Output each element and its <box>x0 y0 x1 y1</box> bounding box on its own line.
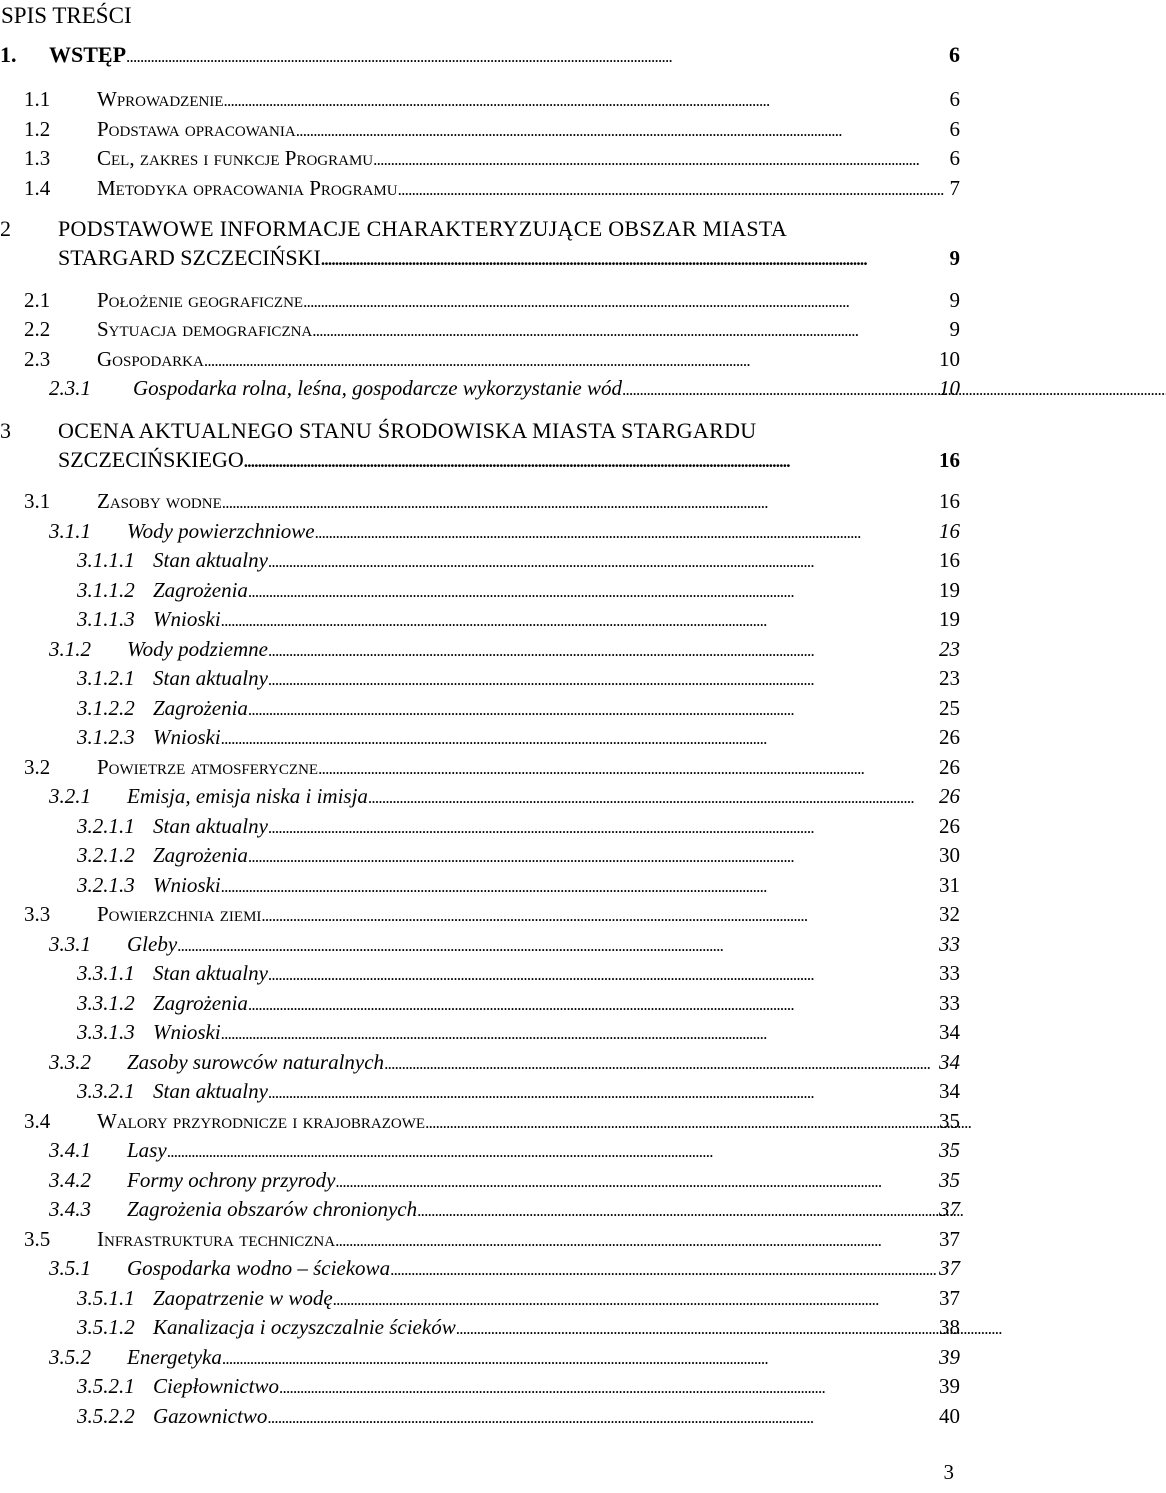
toc-entry-number: 3.5.2.1 <box>77 1374 135 1398</box>
toc-entry-title: Gospodarka <box>97 347 204 371</box>
toc-leader-dots <box>417 1196 937 1224</box>
toc-leader-dots <box>221 1019 937 1047</box>
toc-leader-dots <box>268 636 937 664</box>
toc-entry-number: 3.3.2.1 <box>77 1079 135 1103</box>
toc-entry-page: 6 <box>949 146 960 170</box>
toc-entry-title: Gospodarka rolna, leśna, gospodarcze wykorzystanie wód <box>133 376 622 400</box>
toc-entry-number: 2.1 <box>24 288 51 312</box>
toc-leader-dots <box>268 813 937 841</box>
toc-entry-title: Powietrze atmosferyczne <box>97 755 319 779</box>
toc-entry-number: 3.3 <box>24 902 51 926</box>
toc-entry-number: 2.3.1 <box>49 376 91 400</box>
toc-entry-number: 3.1.2.1 <box>77 666 135 690</box>
toc-leader-dots <box>373 145 947 173</box>
toc-leader-dots <box>268 547 937 575</box>
toc-entry-page: 34 <box>939 1050 960 1074</box>
toc-entry-title: Energetyka <box>127 1345 222 1369</box>
toc-entry-page: 16 <box>939 548 960 572</box>
toc-entry-page: 34 <box>939 1079 960 1103</box>
toc-leader-dots <box>221 872 937 900</box>
toc-entry-page: 37 <box>939 1256 960 1280</box>
toc-entry-title: Stan aktualny <box>153 814 268 838</box>
toc-entry-number: 3.3.2 <box>49 1050 91 1074</box>
toc-leader-dots <box>221 606 937 634</box>
toc-entry-number: 3.5.1.1 <box>77 1286 135 1310</box>
toc-entry-title-continued: SZCZECIŃSKIEGO <box>58 447 244 472</box>
toc-entry-title: Formy ochrony przyrody <box>127 1168 336 1192</box>
toc-entry-title: Zagrożenia <box>153 991 248 1015</box>
toc-entry-page: 7 <box>949 176 960 200</box>
toc-entry-number: 3.5.1 <box>49 1256 91 1280</box>
toc-entry-number: 2.2 <box>24 317 51 341</box>
toc-leader-dots <box>456 1314 937 1342</box>
toc-leader-dots <box>333 1285 937 1313</box>
toc-entry-page: 9 <box>949 317 960 341</box>
toc-entry-title: Emisja, emisja niska i imisja <box>127 784 368 808</box>
toc-entry-title: WSTĘP <box>49 42 127 67</box>
toc-entry-number: 3.2.1.2 <box>77 843 135 867</box>
toc-entry-number: 3.3.1 <box>49 932 91 956</box>
toc-leader-dots <box>268 665 937 693</box>
toc-entry-page: 10 <box>939 376 960 400</box>
toc-entry-number: 3.1.1.3 <box>77 607 135 631</box>
toc-entry-number: 3.1.2 <box>49 637 91 661</box>
toc-entry-page: 35 <box>939 1138 960 1162</box>
toc-entry-title: Gleby <box>127 932 178 956</box>
toc-entry-title: Ciepłownictwo <box>153 1374 279 1398</box>
toc-entry-page: 10 <box>939 347 960 371</box>
toc-entry-number: 1.3 <box>24 146 51 170</box>
toc-entry-title: Wnioski <box>153 725 221 749</box>
toc-entry-number: 1.2 <box>24 117 51 141</box>
toc-entry-number: 3.1 <box>24 489 51 513</box>
toc-entry-page: 19 <box>939 607 960 631</box>
toc-leader-dots <box>268 960 937 988</box>
toc-leader-dots <box>126 42 947 70</box>
toc-entry-title: OCENA AKTUALNEGO STANU ŚRODOWISKA MIASTA STARGARDU <box>58 418 757 443</box>
toc-entry-page: 26 <box>939 814 960 838</box>
toc-entry-page: 37 <box>939 1197 960 1221</box>
toc-entry-page: 35 <box>939 1109 960 1133</box>
toc-leader-dots <box>335 1167 937 1195</box>
toc-leader-dots <box>268 1078 937 1106</box>
toc-entry-title: Kanalizacja i oczyszczalnie ścieków <box>153 1315 456 1339</box>
toc-leader-dots <box>318 754 937 782</box>
toc-entry-number: 3.4 <box>24 1109 51 1133</box>
toc-entry-page: 30 <box>939 843 960 867</box>
toc-entry-title: Zagrożenia <box>153 578 248 602</box>
toc-entry-number: 1. <box>0 42 17 67</box>
toc-leader-dots <box>390 1255 937 1283</box>
toc-entry-title: Metodyka opracowania Programu <box>97 176 398 200</box>
toc-leader-dots <box>303 287 947 315</box>
toc-entry-page: 31 <box>939 873 960 897</box>
toc-entry-number: 1.1 <box>24 87 51 111</box>
toc-entry-page: 38 <box>939 1315 960 1339</box>
toc-entry-page: 9 <box>949 246 960 270</box>
toc-entry-page: 25 <box>939 696 960 720</box>
toc-entry-page: 16 <box>939 489 960 513</box>
toc-leader-dots <box>167 1137 937 1165</box>
toc-entry-title: Zagrożenia <box>153 843 248 867</box>
toc-entry-number: 3.2 <box>24 755 51 779</box>
toc-entry-title: Stan aktualny <box>153 961 268 985</box>
toc-entry-number: 3.1.2.3 <box>77 725 135 749</box>
toc-entry-number: 3.4.3 <box>49 1197 91 1221</box>
toc-entry-title-continued: STARGARD SZCZECIŃSKI <box>58 245 321 270</box>
toc-entry-number: 3.2.1.1 <box>77 814 135 838</box>
toc-entry-title: Wody powierzchniowe <box>127 519 315 543</box>
toc-entry-page: 26 <box>939 725 960 749</box>
toc-entry-page: 37 <box>939 1227 960 1251</box>
toc-entry-number: 3.1.1 <box>49 519 91 543</box>
toc-entry-page: 6 <box>949 42 960 67</box>
toc-leader-dots <box>279 1373 937 1401</box>
toc-entry-number: 3.1.1.1 <box>77 548 135 572</box>
toc-entry-page: 19 <box>939 578 960 602</box>
toc-entry-page: 16 <box>939 448 960 472</box>
toc-entry-page: 33 <box>939 932 960 956</box>
toc-entry-title: Zasoby surowców naturalnych <box>127 1050 385 1074</box>
toc-entry-page: 16 <box>939 519 960 543</box>
toc-entry-title: Wody podziemne <box>127 637 268 661</box>
toc-entry-title: Zasoby wodne <box>97 489 222 513</box>
toc-entry-number: 3.1.2.2 <box>77 696 135 720</box>
toc-leader-dots <box>312 316 947 344</box>
toc-entry-title: Zagrożenia <box>153 696 248 720</box>
toc-leader-dots <box>321 245 948 273</box>
toc-entry-page: 26 <box>939 755 960 779</box>
toc-entry-number: 3.3.1.3 <box>77 1020 135 1044</box>
toc-entry-title: Zagrożenia obszarów chronionych <box>127 1197 418 1221</box>
toc-entry-number: 3.4.2 <box>49 1168 91 1192</box>
toc-entry-title: Stan aktualny <box>153 548 268 572</box>
toc-entry-title: Wnioski <box>153 873 221 897</box>
toc-entry-title: Stan aktualny <box>153 666 268 690</box>
toc-entry-page: 9 <box>949 288 960 312</box>
toc-entry-number: 3.4.1 <box>49 1138 91 1162</box>
toc-entry-title: Wnioski <box>153 1020 221 1044</box>
toc-entry-title: Lasy <box>127 1138 167 1162</box>
toc-leader-dots <box>248 842 937 870</box>
toc-entry-page: 32 <box>939 902 960 926</box>
toc-entry-title: Wnioski <box>153 607 221 631</box>
toc-entry-page: 26 <box>939 784 960 808</box>
toc-entry-number: 2 <box>0 216 11 241</box>
toc-leader-dots <box>204 346 937 374</box>
toc-entry-page: 6 <box>949 87 960 111</box>
toc-entry-number: 3.5.1.2 <box>77 1315 135 1339</box>
toc-leader-dots <box>315 518 937 546</box>
toc-entry-number: 3.5.2.2 <box>77 1404 135 1428</box>
toc-leader-dots <box>425 1108 937 1136</box>
toc-entry-page: 6 <box>949 117 960 141</box>
toc-leader-dots <box>222 1344 937 1372</box>
toc-leader-dots <box>177 931 937 959</box>
toc-entry-title: PODSTAWOWE INFORMACJE CHARAKTERYZUJĄCE OBSZAR MIASTA <box>58 216 788 241</box>
toc-leader-dots <box>335 1226 937 1254</box>
toc-entry-page: 23 <box>939 666 960 690</box>
toc-leader-dots <box>223 86 947 114</box>
toc-leader-dots <box>368 783 937 811</box>
toc-entry-title: Położenie geograficzne <box>97 288 304 312</box>
toc-entry-title: Cel, zakres i funkcje Programu <box>97 146 374 170</box>
toc-entry-number: 3.1.1.2 <box>77 578 135 602</box>
toc-entry-page: 33 <box>939 991 960 1015</box>
toc-entry-number: 3.5.2 <box>49 1345 91 1369</box>
toc-entry-page: 39 <box>939 1374 960 1398</box>
page-number: 3 <box>943 1460 954 1484</box>
toc-leader-dots <box>261 901 937 929</box>
toc-leader-dots <box>248 990 937 1018</box>
toc-entry-number: 1.4 <box>24 176 51 200</box>
page-title: SPIS TREŚCI <box>1 3 132 28</box>
toc-entry-number: 3 <box>0 418 11 443</box>
toc-leader-dots <box>384 1049 937 1077</box>
toc-entry-title: Sytuacja demograficzna <box>97 317 313 341</box>
toc-leader-dots <box>398 175 948 203</box>
toc-entry-number: 3.3.1.2 <box>77 991 135 1015</box>
toc-entry-page: 37 <box>939 1286 960 1310</box>
toc-entry-number: 2.3 <box>24 347 51 371</box>
toc-entry-title: Infrastruktura techniczna <box>97 1227 336 1251</box>
toc-leader-dots <box>244 447 937 475</box>
toc-entry-number: 3.5 <box>24 1227 51 1251</box>
toc-entry-title: Powierzchnia ziemi <box>97 902 262 926</box>
toc-leader-dots <box>222 488 937 516</box>
toc-entry-title: Gazownictwo <box>153 1404 268 1428</box>
toc-leader-dots <box>296 116 948 144</box>
toc-entry-title: Gospodarka wodno – ściekowa <box>127 1256 391 1280</box>
toc-entry-title: Walory przyrodnicze i krajobrazowe <box>97 1109 426 1133</box>
toc-entry-page: 39 <box>939 1345 960 1369</box>
toc-entry-number: 3.2.1 <box>49 784 91 808</box>
toc-entry-page: 40 <box>939 1404 960 1428</box>
toc-entry-page: 34 <box>939 1020 960 1044</box>
toc-entry-number: 3.2.1.3 <box>77 873 135 897</box>
toc-entry-title: Zaopatrzenie w wodę <box>153 1286 333 1310</box>
toc-leader-dots <box>267 1403 937 1431</box>
toc-entry-number: 3.3.1.1 <box>77 961 135 985</box>
toc-leader-dots <box>248 695 937 723</box>
toc-entry-title: Podstawa opracowania <box>97 117 296 141</box>
toc-entry-page: 35 <box>939 1168 960 1192</box>
toc-entry-title: Stan aktualny <box>153 1079 268 1103</box>
toc-entry-page: 33 <box>939 961 960 985</box>
toc-entry-page: 23 <box>939 637 960 661</box>
toc-leader-dots <box>248 577 937 605</box>
toc-entry-title: Wprowadzenie <box>97 87 224 111</box>
toc-leader-dots <box>221 724 937 752</box>
toc-leader-dots <box>622 375 937 403</box>
